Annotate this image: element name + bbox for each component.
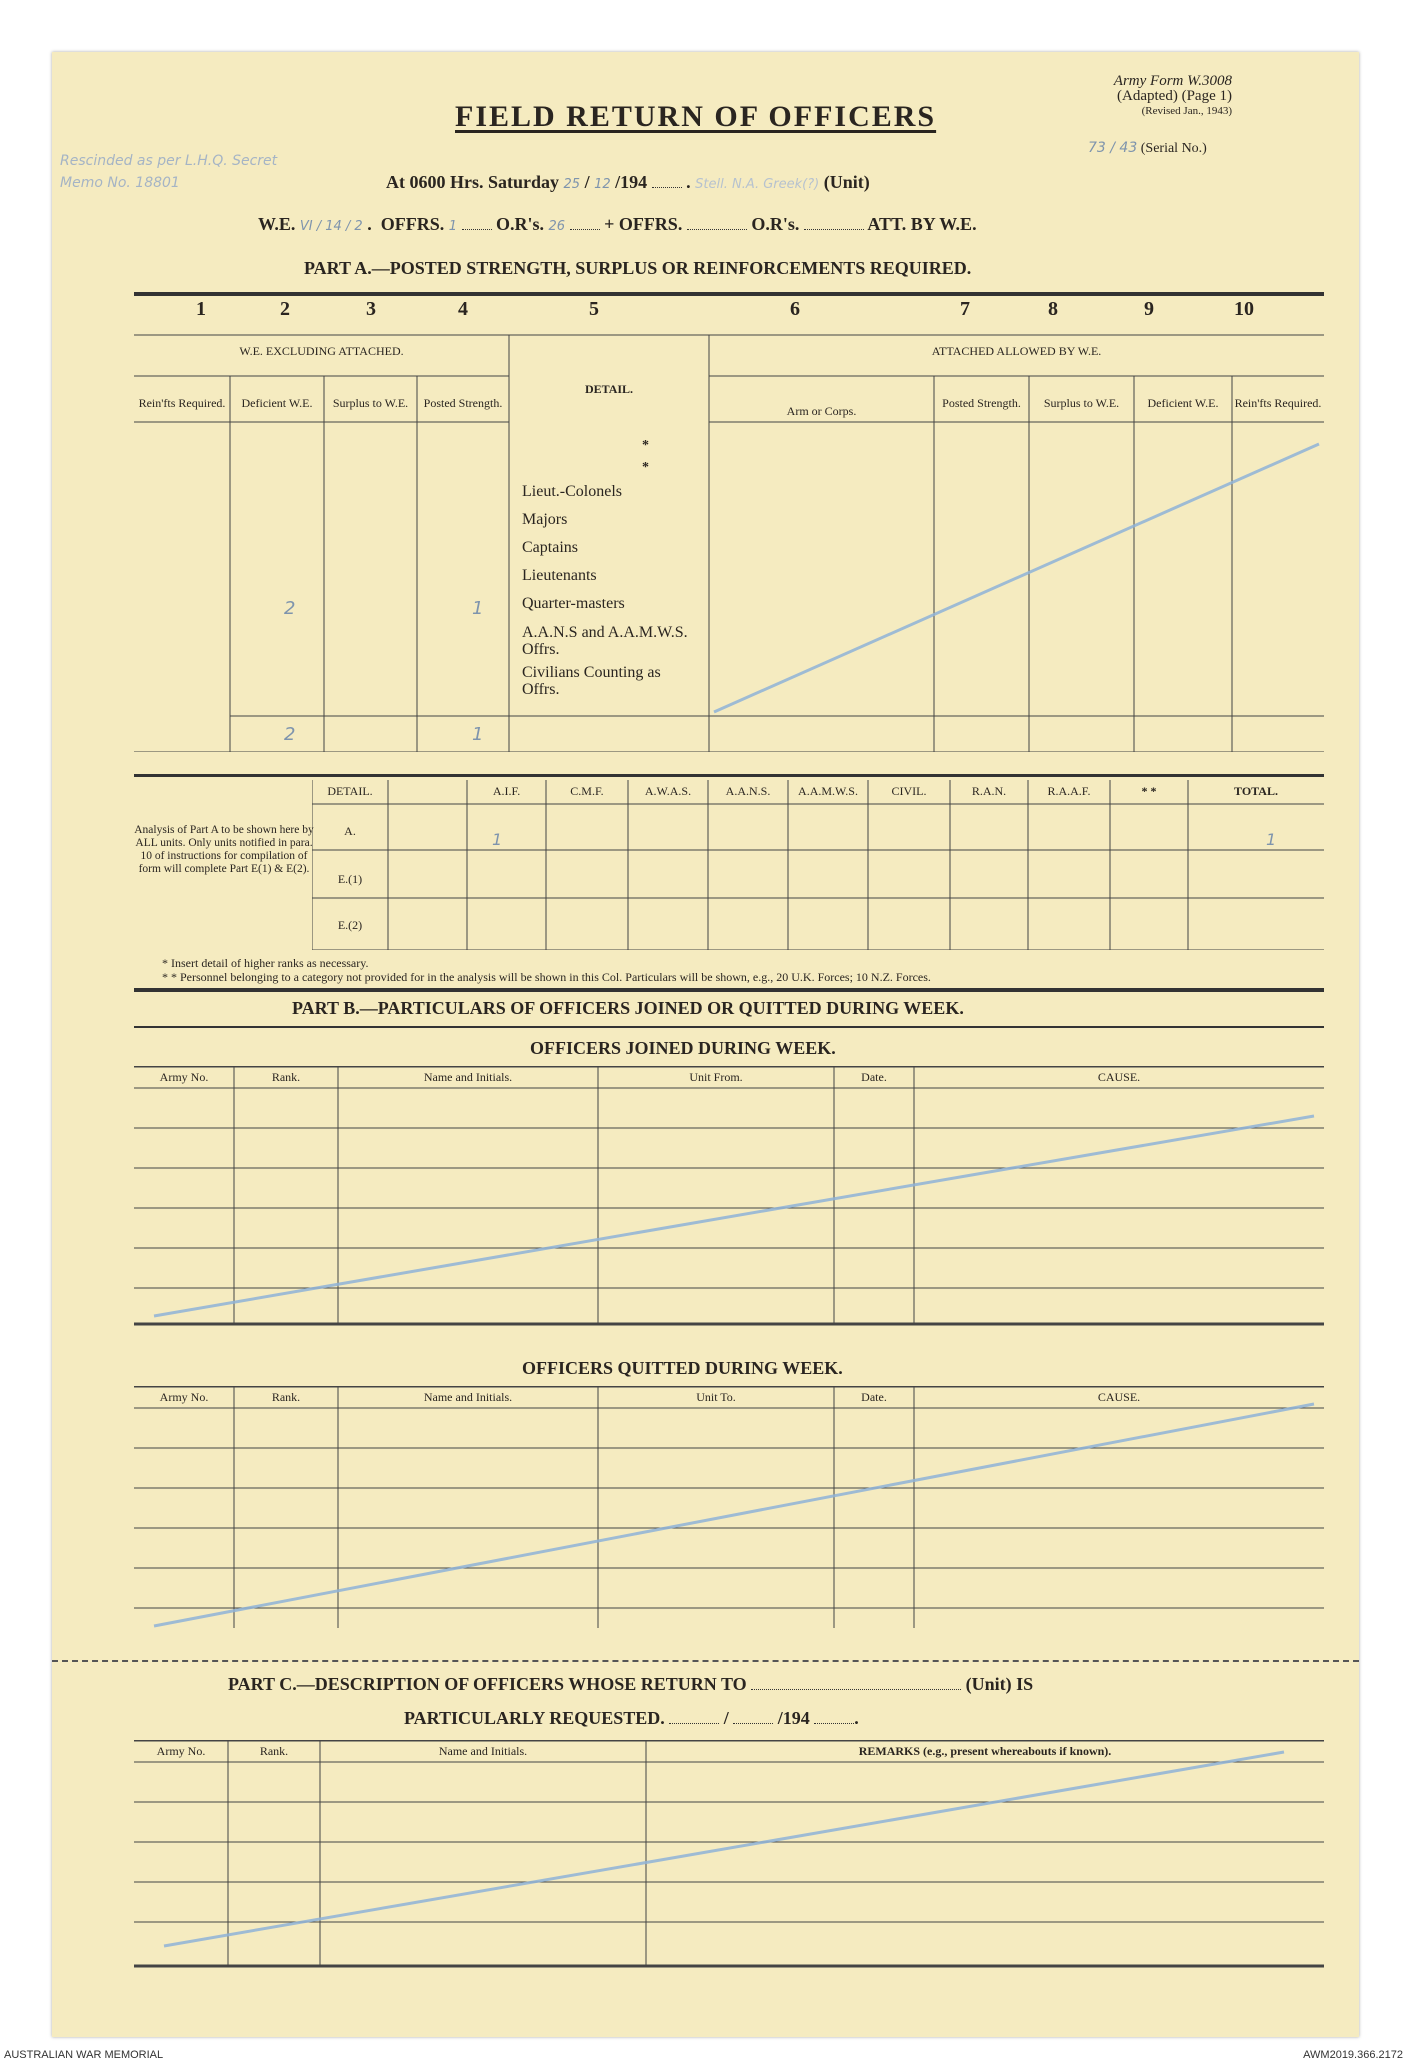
analysis-note: Analysis of Part A to be shown here by ALL units. Only units notified in para. 10 of instructions for compilation of form will complete Part E(1) & E(2). — [134, 824, 314, 875]
part-b-top-rule — [134, 988, 1324, 992]
an-hdr-civil: CIVIL. — [891, 784, 927, 798]
hdr-arm-corps: Arm or Corps. — [786, 404, 857, 418]
ors-label: O.R's. — [496, 214, 545, 234]
att-label: ATT. BY W.E. — [867, 214, 977, 234]
joined-headers — [134, 1070, 1324, 1088]
hdr-att-reinfts: Rein'fts Required. — [1234, 396, 1322, 410]
hdr-reinfts-required: Rein'fts Required. — [138, 396, 226, 410]
part-b-title: PART B.—PARTICULARS OF OFFICERS JOINED OR QUITTED DURING WEEK. — [292, 998, 964, 1018]
pc-hdr-name: Name and Initials. — [438, 1744, 528, 1758]
year-label: /194 — [615, 172, 648, 192]
an-hdr-ran: R.A.N. — [971, 784, 1007, 798]
rank-civilians: Civilians Counting as Offrs. — [522, 664, 661, 698]
col-num-7: 7 — [960, 298, 970, 320]
tear-line — [52, 1660, 1359, 1662]
part-a-title: PART A.—POSTED STRENGTH, SURPLUS OR REINFORCEMENTS REQUIRED. — [304, 258, 972, 278]
part-c-title — [228, 1674, 1033, 1695]
revised-label: (Revised Jan., 1943) — [1141, 105, 1232, 117]
rank-quarter-masters: Quarter-masters — [522, 595, 625, 612]
quitted-hdr-cause: CAUSE. — [1097, 1390, 1141, 1404]
we-line: W.E. VI / 14 / 2 . OFFRS. 1 O.R's. 26 + OFFRS. O.R's. ATT. BY W.E. — [258, 214, 977, 234]
part-a-top-rule — [134, 292, 1324, 296]
an-row-e2: E.(2) — [337, 918, 363, 932]
quitted-hdr-date: Date. — [861, 1390, 887, 1404]
an-hdr-aans: A.A.N.S. — [725, 784, 771, 798]
margin-note: Rescinded as per L.H.Q. Secret Memo No. 18801 — [60, 153, 278, 191]
part-c-requested-label: PARTICULARLY REQUESTED. — [404, 1708, 665, 1728]
an-total-a-value: 1 — [1266, 830, 1277, 849]
quitted-hdr-name: Name and Initials. — [423, 1390, 513, 1404]
pc-hdr-remarks: REMARKS (e.g., present whereabouts if known). — [858, 1744, 1112, 1758]
we-label: W.E. — [258, 214, 296, 234]
col-num-5: 5 — [589, 298, 599, 320]
col-num-6: 6 — [790, 298, 800, 320]
part-c-requested: PARTICULARLY REQUESTED. / /194 . — [404, 1708, 859, 1728]
footer-left: AUSTRALIAN WAR MEMORIAL — [4, 2049, 164, 2061]
plus-ors-label: O.R's. — [751, 214, 800, 234]
quitted-headers — [134, 1390, 1324, 1408]
rank-lieutenants: Lieutenants — [522, 567, 597, 584]
an-hdr-detail: DETAIL. — [327, 784, 373, 798]
rank-list — [522, 478, 702, 698]
an-hdr-other: * * — [1141, 784, 1157, 798]
hand-posted: 1 — [472, 598, 484, 619]
hdr-att-posted: Posted Strength. — [942, 396, 1021, 410]
unit-label: (Unit) — [823, 172, 870, 192]
adapted-label: (Adapted) (Page 1) — [1117, 88, 1232, 104]
an-hdr-total: TOTAL. — [1234, 784, 1278, 798]
hdr-posted-strength: Posted Strength. — [423, 396, 503, 410]
an-row-e1: E.(1) — [337, 872, 363, 886]
form-sheet — [52, 52, 1359, 2037]
an-hdr-aif: A.I.F. — [492, 784, 521, 798]
joined-grid — [134, 1066, 1324, 1326]
army-form-label: Army Form W.3008 — [1113, 73, 1232, 89]
date-month: 12 — [594, 177, 611, 192]
joined-hdr-unit-from: Unit From. — [689, 1070, 743, 1084]
part-c-grid — [134, 1740, 1324, 1968]
an-hdr-cmf: C.M.F. — [570, 784, 604, 798]
an-hdr-awas: A.W.A.S. — [644, 784, 692, 798]
rank-aans: A.A.N.S and A.A.M.W.S. Offrs. — [522, 624, 688, 658]
footnote-1: * Insert detail of higher ranks as necessary. — [162, 956, 369, 970]
date-line: At 0600 Hrs. Saturday 25 / 12 /194 . Stell. N.A. Greek(?) (Unit) — [386, 172, 870, 192]
pc-hdr-rank: Rank. — [259, 1744, 289, 1758]
total-deficient: 2 — [284, 724, 296, 745]
offrs-value: 1 — [448, 219, 457, 234]
quitted-title: OFFICERS QUITTED DURING WEEK. — [522, 1358, 843, 1378]
hdr-detail: DETAIL. — [584, 382, 634, 396]
quitted-hdr-unit-to: Unit To. — [696, 1390, 736, 1404]
army-form-number — [1042, 74, 1232, 119]
joined-hdr-rank: Rank. — [271, 1070, 301, 1084]
an-hdr-raaf: R.A.A.F. — [1047, 784, 1091, 798]
rank-captains: Captains — [522, 539, 578, 556]
form-title: FIELD RETURN OF OFFICERS — [455, 100, 937, 133]
analysis-grid — [312, 780, 1324, 950]
an-aif-a-value: 1 — [492, 830, 503, 849]
col-num-4: 4 — [458, 298, 468, 320]
analysis-top-rule — [134, 774, 1324, 777]
rank-majors: Majors — [522, 511, 568, 528]
plus-offrs-label: + OFFRS. — [604, 214, 683, 234]
quitted-hdr-army-no: Army No. — [159, 1390, 209, 1404]
serial-number — [1088, 140, 1207, 157]
pc-hdr-army-no: Army No. — [156, 1744, 206, 1758]
we-excluding-header: W.E. EXCLUDING ATTACHED. — [239, 344, 404, 358]
footer-right: AWM2019.366.2172 — [1303, 2049, 1403, 2061]
quitted-grid — [134, 1386, 1324, 1636]
total-posted: 1 — [472, 724, 484, 745]
joined-hdr-date: Date. — [861, 1070, 887, 1084]
serial-value: 73 / 43 — [1088, 140, 1138, 156]
part-a-column-numbers — [134, 298, 1324, 326]
joined-title: OFFICERS JOINED DURING WEEK. — [530, 1038, 836, 1058]
date-day: 25 — [563, 177, 581, 192]
we-value: VI / 14 / 2 — [299, 219, 363, 234]
rank-lieut-colonels: Lieut.-Colonels — [522, 483, 622, 500]
part-c-headers — [134, 1744, 1324, 1762]
joined-hdr-army-no: Army No. — [159, 1070, 209, 1084]
an-row-a: A. — [344, 824, 356, 838]
joined-hdr-name: Name and Initials. — [423, 1070, 513, 1084]
ors-value: 26 — [548, 219, 566, 234]
hdr-att-surplus: Surplus to W.E. — [1043, 396, 1120, 410]
attached-allowed-header: ATTACHED ALLOWED BY W.E. — [931, 344, 1102, 358]
unit-value: Stell. N.A. Greek(?) — [695, 177, 820, 192]
footnote-2: * * Personnel belonging to a category not provided for in the analysis will be shown in this Col. Particulars will be shown, e.g., 20 U.K. Forces; 10 N.Z. Forces. — [162, 970, 931, 984]
col-num-2: 2 — [280, 298, 290, 320]
an-hdr-aamws: A.A.M.W.S. — [798, 784, 858, 798]
at-hrs-label: At 0600 Hrs. Saturday — [386, 172, 560, 192]
part-a-grid-lines — [134, 332, 1324, 752]
offrs-label: OFFRS. — [380, 214, 445, 234]
hdr-surplus-we: Surplus to W.E. — [332, 396, 409, 410]
part-b-rule — [134, 1026, 1324, 1028]
hdr-att-deficient: Deficient W.E. — [1147, 396, 1219, 410]
col-num-8: 8 — [1048, 298, 1058, 320]
hdr-deficient-we: Deficient W.E. — [241, 396, 313, 410]
star-1: * — [642, 438, 649, 453]
hand-deficient: 2 — [284, 598, 296, 619]
col-num-10: 10 — [1234, 298, 1254, 320]
star-2: * — [642, 460, 649, 475]
col-num-9: 9 — [1144, 298, 1154, 320]
serial-label: (Serial No.) — [1140, 141, 1207, 156]
part-c-year: /194 — [777, 1708, 810, 1728]
analysis-headers — [312, 784, 1324, 804]
quitted-hdr-rank: Rank. — [271, 1390, 301, 1404]
part-c-title-a: PART C.—DESCRIPTION OF OFFICERS WHOSE RETURN TO — [228, 1674, 747, 1694]
part-c-title-b: (Unit) IS — [965, 1674, 1034, 1694]
col-num-1: 1 — [196, 298, 206, 320]
col-num-3: 3 — [366, 298, 376, 320]
joined-hdr-cause: CAUSE. — [1097, 1070, 1141, 1084]
